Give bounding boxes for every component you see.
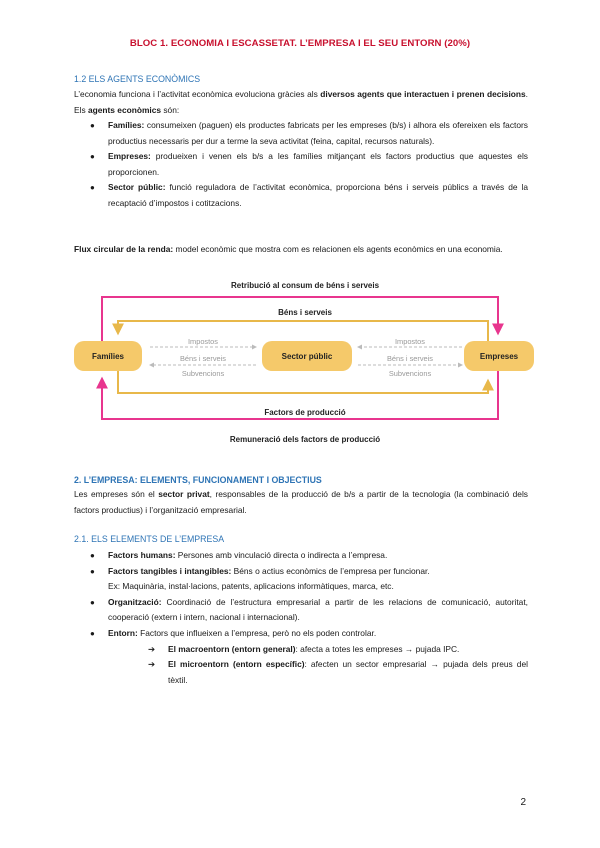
- intro-text-1: L’economia funciona i l’activitat econòmica evoluciona gràcies als: [74, 89, 321, 99]
- node-empreses-label: Empreses: [479, 352, 519, 361]
- gold-flow-bottom: [118, 371, 488, 393]
- label-factors: Factors de producció: [264, 408, 346, 417]
- label-retribucio: Retribució al consum de béns i serveis: [230, 281, 380, 290]
- bullet-text: Béns o actius econòmics de l’empresa per funcionar.: [231, 565, 430, 576]
- label-subv-right: Subvencions: [388, 369, 432, 378]
- empresa-text-2: , responsables de la producció de b/s a partir de la tecnologia (la combinació dels factors productius) i l’organització empresarial.: [74, 489, 528, 515]
- node-sector-label: Sector públic: [281, 352, 333, 361]
- label-impostos-right: Impostos: [395, 337, 425, 346]
- label-impostos-left: Impostos: [188, 337, 218, 346]
- sub-list-item: [108, 657, 528, 688]
- section-heading-elements: 2.1. ELS ELEMENTS DE L’EMPRESA: [74, 534, 225, 544]
- flux-paragraph: [74, 242, 528, 258]
- flux-label: Flux circular de la renda:: [74, 244, 174, 254]
- label-bens-serveis: Béns i serveis: [278, 308, 332, 317]
- list-item: [74, 626, 528, 688]
- list-item: [74, 564, 528, 595]
- intro-text-2: . Els: [74, 89, 528, 115]
- empresa-text-bold: sector privat: [158, 489, 210, 499]
- agents-list: [74, 118, 528, 212]
- page-number: 2: [520, 797, 526, 808]
- label-subv-left: Subvencions: [181, 369, 225, 378]
- bullet-label: Organització:: [108, 596, 162, 607]
- bullet-text: funció reguladora de l’activitat econòmica, proporciona béns i serveis públics a través de la recaptació d’impostos i cotitzacions.: [108, 182, 529, 208]
- sub-list-item: [108, 642, 528, 658]
- bullet-text: Coordinació de l’estructura empresarial a partir de les relacions de comunicació, autoritat, cooperació (extern i intern, nacional i internacional).: [108, 596, 528, 623]
- section-heading-agents: 1.2 ELS AGENTS ECONÒMICS: [74, 74, 201, 84]
- list-item: [74, 149, 528, 180]
- empresa-paragraph: [74, 487, 528, 518]
- sub-label: El microentorn (entorn específic): [168, 659, 305, 670]
- node-families-label: Famílies: [91, 352, 125, 361]
- bullet-icon: ●: [90, 183, 95, 193]
- bullet-extra-text: Ex: Maquinària, instal·lacions, patents, aplicacions informàtiques, marca, etc.: [108, 581, 394, 592]
- arrow-right-icon: ➔: [148, 659, 156, 670]
- list-item: [74, 548, 528, 564]
- list-item: [74, 180, 528, 211]
- bullet-icon: ●: [90, 597, 95, 607]
- pink-flow-top: [102, 297, 498, 341]
- bullet-label: Famílies:: [108, 120, 145, 130]
- bullet-text: Factors que influeixen a l’empresa, però no els poden controlar.: [137, 627, 377, 638]
- entorn-sublist: [108, 642, 528, 689]
- arrow-right-icon: ➔: [148, 643, 156, 654]
- intro-paragraph: [74, 87, 528, 118]
- label-bens-left: Béns i serveis: [179, 354, 227, 363]
- intro-text-bold-2: agents econòmics: [87, 104, 162, 115]
- gold-flow-top: [118, 321, 488, 341]
- circular-flow-diagram: [70, 277, 540, 447]
- section-heading-empresa: 2. L’EMPRESA: ELEMENTS, FUNCIONAMENT I OBJECTIUS: [74, 475, 322, 485]
- intro-text-bold-1: diversos agents que interactuen i prenen decisions: [320, 89, 526, 99]
- elements-list: [74, 548, 528, 688]
- bullet-label: Factors humans:: [108, 550, 176, 560]
- sub-text: : afecten un sector empresarial → pujada dels preus del tèxtil.: [168, 659, 528, 685]
- intro-text-3: són:: [161, 104, 180, 115]
- bullet-icon: ●: [90, 566, 95, 576]
- list-item: [74, 595, 528, 626]
- bullet-icon: ●: [90, 551, 95, 560]
- sub-label: El macroentorn (entorn general): [168, 643, 296, 654]
- bullet-icon: ●: [90, 152, 95, 162]
- label-remuneracio: Remuneració dels factors de producció: [229, 435, 381, 444]
- bullet-label: Sector públic:: [108, 182, 166, 193]
- bullet-text: produeixen i venen els b/s a les famílies mitjançant els factors productius que aquestes els proporcionen.: [108, 151, 528, 177]
- bullet-text: consumeixen (paguen) els productes fabricats per les empreses (b/s) i alhora els ofereixen els factors productius necessaris per dur a terme la seva activitat (feina, capital, recursos naturals).: [108, 120, 528, 146]
- bullet-text: Persones amb vinculació directa o indirecta a l’empresa.: [175, 550, 388, 560]
- bullet-icon: ●: [90, 628, 95, 638]
- document-title: BLOC 1. ECONOMIA I ESCASSETAT. L’EMPRESA I EL SEU ENTORN (20%): [129, 38, 471, 49]
- label-bens-right: Béns i serveis: [386, 354, 434, 363]
- sub-text: : afecta a totes les empreses → pujada IPC.: [295, 643, 460, 654]
- flux-text: model econòmic que mostra com es relacionen els agents econòmics en una economia.: [173, 244, 503, 254]
- bullet-label: Empreses:: [108, 151, 151, 162]
- bullet-label: Factors tangibles i intangibles:: [108, 565, 232, 576]
- empresa-text-1: Les empreses són el: [74, 489, 159, 499]
- list-item: [74, 118, 528, 149]
- bullet-label: Entorn:: [108, 627, 138, 638]
- bullet-icon: ●: [90, 121, 95, 130]
